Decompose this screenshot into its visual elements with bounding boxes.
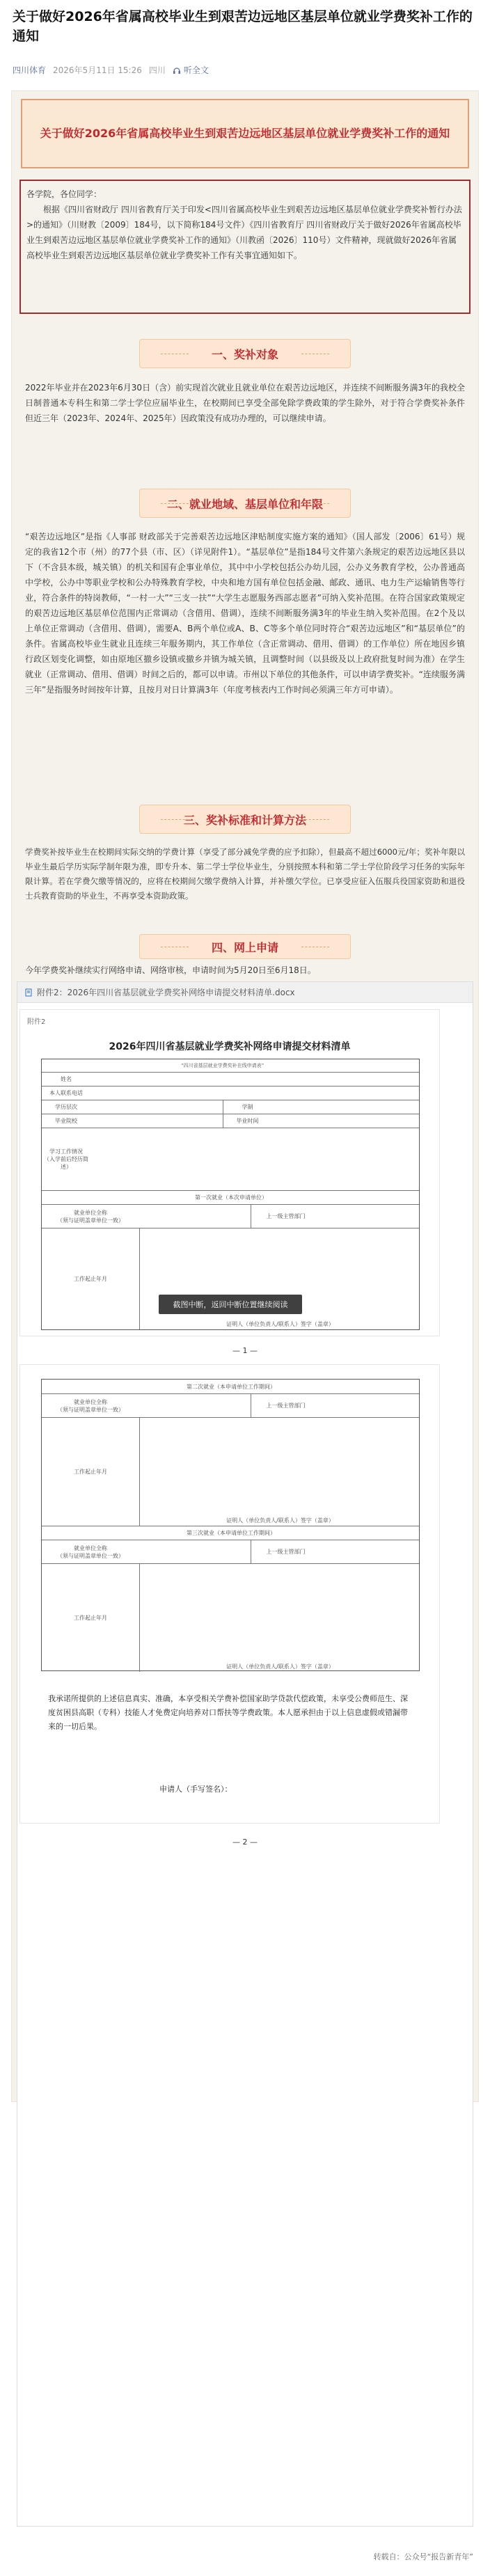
form-label-school: 毕业院校 xyxy=(55,1118,77,1124)
article-source[interactable]: 四川体育 xyxy=(13,65,47,75)
doc-label: 附件2 xyxy=(27,1018,46,1026)
paragraph-4: 今年学费奖补继续实行网络申请、网络审核，申请时间为5月20日至6月18日。 xyxy=(25,965,316,975)
form-employer-3: 就业单位全称 （须与证明盖章单位一致） xyxy=(57,1544,124,1559)
article-date: 2026年5月11日 15:26 xyxy=(53,65,142,75)
form-superior-2: 上一级主管部门 xyxy=(251,1394,320,1417)
attachment-icon xyxy=(24,988,33,997)
form-sign-1: 证明人（单位负责人/联系人）签字（盖章） xyxy=(139,1228,420,1329)
content-banner xyxy=(21,99,469,168)
doc-page-1 xyxy=(19,1009,440,1336)
form-superior-3: 上一级主管部门 xyxy=(251,1540,320,1563)
application-form-2 xyxy=(41,1379,420,1671)
form-superior-1: 上一级主管部门 xyxy=(251,1205,320,1228)
form-employer-2: 就业单位全称 （须与证明盖章单位一致） xyxy=(57,1398,124,1413)
paragraph-3: 学费奖补按毕业生在校期间实际交纳的学费计算（享受了部分减免学费的应予扣除），但最高不超过6000元/年；奖补年限以毕业生最后学历实际学制年限为准，即专升本、第二学士学位毕业生，分别按照本科和第二学士学位阶段学习任务的实际年限计算。若在学费欠缴等情况的，应将在校期间欠缴学费纳入计算，并补缴欠学位。已享受应征入伍服兵役国家资助和退役士兵教育资助的毕业生，不再享受本资助政策。 xyxy=(25,847,465,901)
form-worktime-1: 工作起止年月 xyxy=(74,1276,107,1282)
applicant-signature: 申请人（手写签名）： xyxy=(159,1785,232,1794)
form-head: “四川省基层就业学费奖补在线申请表” xyxy=(181,1063,264,1068)
form-label-name: 姓名 xyxy=(61,1076,72,1082)
intro-body: 根据《四川省财政厅 四川省教育厅关于印发<四川省属高校毕业生到艰苦边远地区基层单位就业学费奖补暂行办法>的通知》（川财教〔2009〕184号，以下简称184号文件）《四川省教育厅 四川省财政厅关于做好2026年省属高校毕业生到艰苦边远地区基层单位就业学费奖补工作的通知》（川教函〔2026〕110号）文件精神，现就做好2026年省属高校毕业生到艰苦边远地区基层单位就业学费奖补工作有关事宜通知如下。 xyxy=(26,205,462,260)
section-heading-1: 一、奖补对象 xyxy=(139,339,351,368)
attachment-bar[interactable] xyxy=(17,982,473,1003)
form-sign-3: 证明人（单位负责人/联系人）签字（盖章） xyxy=(139,1564,420,1672)
attachment-filename: 附件2：2026年四川省基层就业学费奖补网络申请提交材料清单.docx xyxy=(37,988,295,997)
form-section-1: 第一次就业（本次申请单位） xyxy=(195,1194,267,1201)
form-label-phone: 本人联系电话 xyxy=(49,1090,83,1096)
headphone-icon xyxy=(173,66,181,74)
form-worktime-2: 工作起止年月 xyxy=(74,1469,107,1475)
banner-title: 关于做好2026年省属高校毕业生到艰苦边远地区基层单位就业学费奖补工作的通知 xyxy=(40,127,450,140)
toast-message[interactable]: 截图中断，返回中断位置继续阅读 xyxy=(159,1295,302,1314)
form-label-grad-time: 毕业时间 xyxy=(223,1114,271,1128)
intro-box xyxy=(19,180,471,314)
form-section-2: 第二次就业（本申请单位工作期间） xyxy=(187,1383,276,1390)
article-title: 关于做好2026年省属高校毕业生到艰苦边远地区基层单位就业学费奖补工作的通知 xyxy=(13,9,473,44)
article-region: 四川 xyxy=(148,65,166,75)
form-employer-1: 就业单位全称 （须与证明盖章单位一致） xyxy=(57,1209,124,1224)
form-section-3: 第三次就业（本申请单位工作期间） xyxy=(187,1530,276,1536)
listen-label: 听全文 xyxy=(183,65,209,75)
page-number-1: — 1 — xyxy=(232,1346,258,1355)
repost-note: 转载自：公众号“报告新青年” xyxy=(373,2552,473,2561)
article-meta xyxy=(13,64,209,76)
paragraph-2: “艰苦边远地区”是指《人事部 财政部关于完善艰苦边远地区津贴制度实施方案的通知》（国人部发〔2006〕61号）规定的我省12个市（州）的77个县（市、区）（详见附件1）。“基层单位”是指184号文件第六条规定的艰苦边远地区县以下（不含县本级，城关镇）的机关和国有企事业单位，其中中小学校包括公办幼儿园，公办义务教育学校，公办普通高中学校，公办中等职业学校和公办特殊教育学校，中央和地方国有单位包括金融、邮政、通讯、电力生产运输销售等行业，符合条件的特岗教师，“一村一大”“三支一扶”“大学生志愿服务西部志愿者”可纳入奖补范围。在符合国家政策规定的艰苦边远地区基层单位范围内正常调动（含借用、借调），连续不间断服务满3年的毕业生纳入奖补范围。在2个及以上单位正常调动（含借用、借调），需要A、B两个单位或A、B、C等多个单位同时符合“艰苦边远地区”和“基层单位”的条件。省属高校毕业生就业且连续三年服务期内，其工作单位（含正常调动、借用、借调）的工作单位）所在地因乡镇行政区划变化调整，如由原地区撤乡设镇或撤乡并镇为城关镇，且调整时间（以县级及以上政府批复时间为准）在学生就业（正常调动、借用、借调）时间之后的，都可以申请。市州以下单位的其他条件，可以申请学费奖补。“连续服务满三年”是指服务时间按年计算，且按月对日计算满3年（年度考核表内工作时间必须满三年方可申请）。 xyxy=(25,532,465,695)
intro-greeting: 各学院，各位同学： xyxy=(26,189,102,199)
form-label-degree: 学历层次 xyxy=(55,1104,77,1110)
doc-page-2 xyxy=(19,1364,440,1824)
section-heading-3: 三、奖补标准和计算方法 xyxy=(139,805,351,834)
form-sign-2: 证明人（单位负责人/联系人）签字（盖章） xyxy=(139,1418,420,1526)
page-number-2: — 2 — xyxy=(232,1838,258,1847)
declaration-text: 我承诺所提供的上述信息真实、准确，本享受相关学费补偿国家助学贷款代偿政策，未享受公费师范生、深度贫困县高职（专科）技能人才免费定向培养对口帮扶等学费政策。本人愿承担由于以上信息虚假或错漏带来的一切后果。 xyxy=(48,1694,408,1731)
form-label-experience: 学习工作情况 （入学前后经历简述） xyxy=(44,1148,88,1170)
form-label-length: 学制 xyxy=(223,1100,271,1114)
form-worktime-3: 工作起止年月 xyxy=(74,1615,107,1621)
section-heading-2: 二、就业地域、基层单位和年限 xyxy=(139,489,351,518)
doc-title: 2026年四川省基层就业学费奖补网络申请提交材料清单 xyxy=(109,1041,351,1052)
listen-button[interactable] xyxy=(173,64,209,76)
section-heading-4: 四、网上申请 xyxy=(139,934,351,959)
application-form xyxy=(41,1059,420,1330)
paragraph-1: 2022年毕业并在2023年6月30日（含）前实现首次就业且就业单位在艰苦边远地区，并连续不间断服务满3年的我校全日制普通本专科生和第二学士学位应届毕业生，在校期间已享受全部免除学费政策的学生除外，对于符合学费奖补条件但近三年（2023年、2024年、2025年）因政策没有成功办理的，可以继续申请。 xyxy=(25,383,465,423)
